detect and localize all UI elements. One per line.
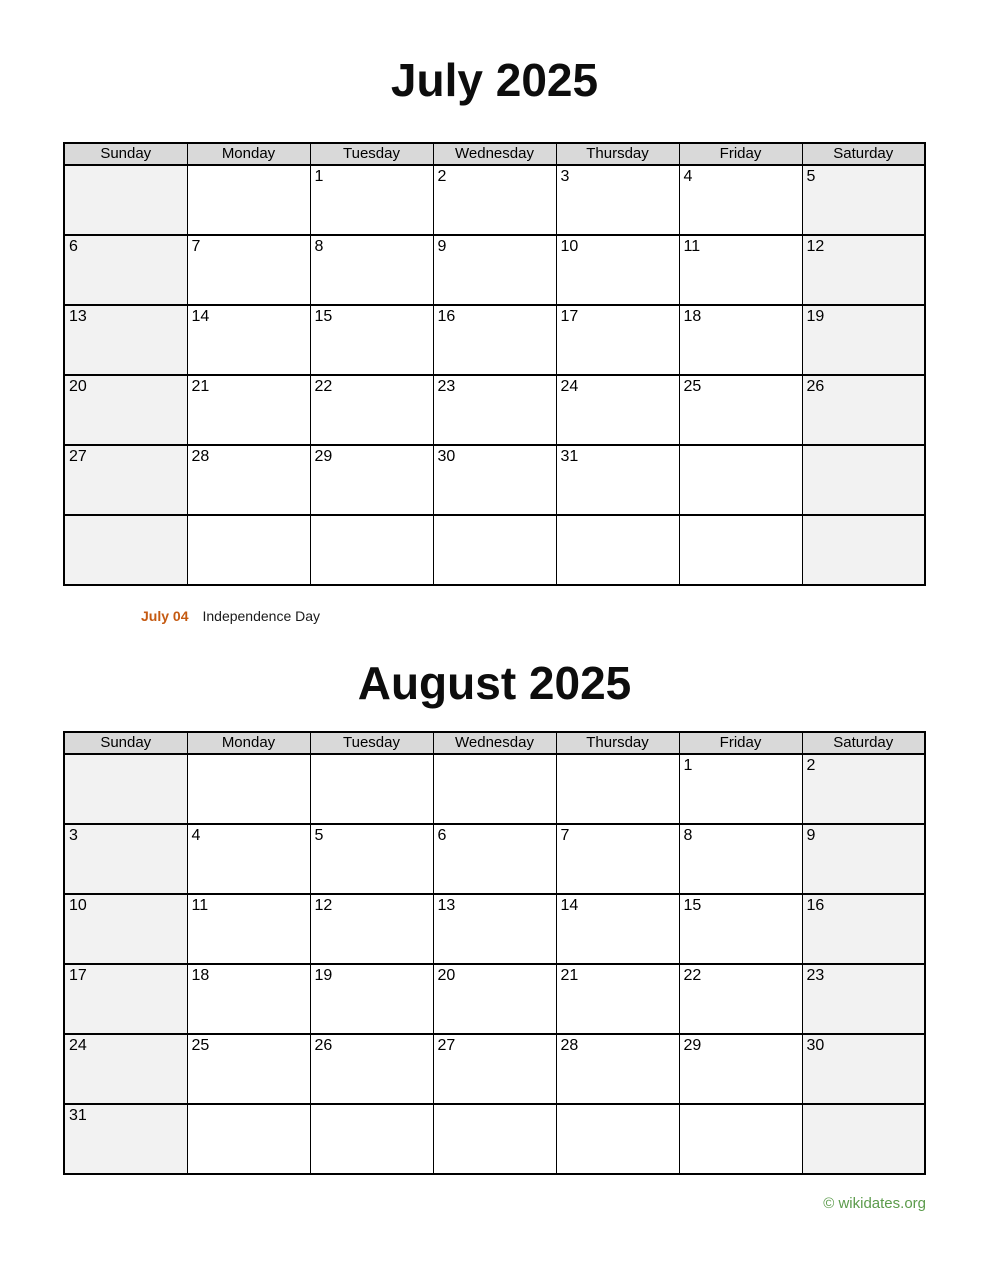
copyright-text: © wikidates.org bbox=[823, 1195, 926, 1212]
day-cell: 1 bbox=[679, 754, 802, 824]
weekday-header: Sunday bbox=[64, 143, 187, 165]
day-cell: 17 bbox=[556, 305, 679, 375]
day-cell: 13 bbox=[433, 894, 556, 964]
day-cell bbox=[679, 445, 802, 515]
day-cell: 24 bbox=[64, 1034, 187, 1104]
day-cell: 5 bbox=[802, 165, 925, 235]
day-cell: 27 bbox=[433, 1034, 556, 1104]
holiday-note bbox=[141, 608, 989, 625]
day-cell: 17 bbox=[64, 964, 187, 1034]
day-cell: 29 bbox=[679, 1034, 802, 1104]
day-cell: 11 bbox=[679, 235, 802, 305]
day-cell: 4 bbox=[187, 824, 310, 894]
day-cell: 22 bbox=[310, 375, 433, 445]
day-cell: 7 bbox=[556, 824, 679, 894]
day-cell bbox=[802, 1104, 925, 1174]
week-row bbox=[64, 964, 925, 1034]
day-cell: 9 bbox=[433, 235, 556, 305]
weekday-header: Sunday bbox=[64, 732, 187, 754]
day-cell bbox=[310, 515, 433, 585]
day-cell bbox=[310, 1104, 433, 1174]
day-cell: 28 bbox=[556, 1034, 679, 1104]
day-cell: 6 bbox=[64, 235, 187, 305]
weekday-header: Saturday bbox=[802, 732, 925, 754]
weekday-header: Friday bbox=[679, 143, 802, 165]
week-row bbox=[64, 165, 925, 235]
day-cell: 10 bbox=[556, 235, 679, 305]
day-cell bbox=[679, 1104, 802, 1174]
day-cell: 12 bbox=[310, 894, 433, 964]
weekday-header: Saturday bbox=[802, 143, 925, 165]
week-row bbox=[64, 445, 925, 515]
day-cell: 26 bbox=[802, 375, 925, 445]
week-row bbox=[64, 894, 925, 964]
day-cell: 20 bbox=[64, 375, 187, 445]
day-cell: 9 bbox=[802, 824, 925, 894]
day-cell: 8 bbox=[679, 824, 802, 894]
day-cell: 11 bbox=[187, 894, 310, 964]
day-cell bbox=[187, 754, 310, 824]
day-cell: 18 bbox=[679, 305, 802, 375]
weekday-header: Wednesday bbox=[433, 732, 556, 754]
day-cell bbox=[802, 515, 925, 585]
holiday-date-label: July 04 bbox=[141, 608, 189, 624]
day-cell: 10 bbox=[64, 894, 187, 964]
day-cell: 14 bbox=[187, 305, 310, 375]
week-row bbox=[64, 375, 925, 445]
day-cell: 30 bbox=[802, 1034, 925, 1104]
day-cell: 6 bbox=[433, 824, 556, 894]
day-cell: 28 bbox=[187, 445, 310, 515]
day-cell bbox=[310, 754, 433, 824]
day-cell: 21 bbox=[556, 964, 679, 1034]
day-cell: 22 bbox=[679, 964, 802, 1034]
day-cell: 1 bbox=[310, 165, 433, 235]
day-cell bbox=[64, 165, 187, 235]
day-cell: 30 bbox=[433, 445, 556, 515]
day-cell: 16 bbox=[433, 305, 556, 375]
day-cell: 3 bbox=[64, 824, 187, 894]
day-cell bbox=[64, 754, 187, 824]
week-row bbox=[64, 1104, 925, 1174]
day-cell bbox=[187, 165, 310, 235]
weekday-header: Wednesday bbox=[433, 143, 556, 165]
holiday-name: Independence Day bbox=[202, 608, 321, 624]
day-cell bbox=[433, 515, 556, 585]
week-row bbox=[64, 305, 925, 375]
day-cell: 27 bbox=[64, 445, 187, 515]
day-cell: 14 bbox=[556, 894, 679, 964]
page-footer bbox=[63, 1195, 926, 1212]
august-calendar bbox=[63, 731, 926, 1175]
week-row bbox=[64, 1034, 925, 1104]
day-cell: 2 bbox=[433, 165, 556, 235]
weekday-header: Monday bbox=[187, 732, 310, 754]
day-cell: 8 bbox=[310, 235, 433, 305]
day-cell bbox=[802, 445, 925, 515]
day-cell: 2 bbox=[802, 754, 925, 824]
weekday-header-row bbox=[64, 732, 925, 754]
day-cell bbox=[187, 1104, 310, 1174]
day-cell: 25 bbox=[187, 1034, 310, 1104]
day-cell: 18 bbox=[187, 964, 310, 1034]
week-row bbox=[64, 235, 925, 305]
day-cell: 23 bbox=[433, 375, 556, 445]
day-cell: 15 bbox=[310, 305, 433, 375]
day-cell bbox=[556, 515, 679, 585]
day-cell: 24 bbox=[556, 375, 679, 445]
day-cell: 16 bbox=[802, 894, 925, 964]
weekday-header: Monday bbox=[187, 143, 310, 165]
day-cell bbox=[433, 754, 556, 824]
day-cell bbox=[679, 515, 802, 585]
day-cell: 31 bbox=[64, 1104, 187, 1174]
day-cell: 21 bbox=[187, 375, 310, 445]
august-title: August 2025 bbox=[357, 657, 632, 709]
day-cell: 29 bbox=[310, 445, 433, 515]
day-cell: 19 bbox=[802, 305, 925, 375]
day-cell bbox=[64, 515, 187, 585]
day-cell: 15 bbox=[679, 894, 802, 964]
day-cell bbox=[187, 515, 310, 585]
week-row bbox=[64, 824, 925, 894]
day-cell: 25 bbox=[679, 375, 802, 445]
day-cell: 3 bbox=[556, 165, 679, 235]
day-cell: 12 bbox=[802, 235, 925, 305]
weekday-header-row bbox=[64, 143, 925, 165]
weekday-header: Tuesday bbox=[310, 732, 433, 754]
day-cell: 4 bbox=[679, 165, 802, 235]
weekday-header: Friday bbox=[679, 732, 802, 754]
weekday-header: Thursday bbox=[556, 732, 679, 754]
weekday-header: Tuesday bbox=[310, 143, 433, 165]
day-cell: 19 bbox=[310, 964, 433, 1034]
day-cell bbox=[556, 754, 679, 824]
week-row bbox=[64, 515, 925, 585]
july-calendar bbox=[63, 142, 926, 586]
day-cell: 20 bbox=[433, 964, 556, 1034]
day-cell bbox=[433, 1104, 556, 1174]
day-cell: 5 bbox=[310, 824, 433, 894]
day-cell bbox=[556, 1104, 679, 1174]
week-row bbox=[64, 754, 925, 824]
day-cell: 7 bbox=[187, 235, 310, 305]
day-cell: 31 bbox=[556, 445, 679, 515]
day-cell: 23 bbox=[802, 964, 925, 1034]
july-title: July 2025 bbox=[390, 54, 599, 106]
day-cell: 13 bbox=[64, 305, 187, 375]
weekday-header: Thursday bbox=[556, 143, 679, 165]
day-cell: 26 bbox=[310, 1034, 433, 1104]
